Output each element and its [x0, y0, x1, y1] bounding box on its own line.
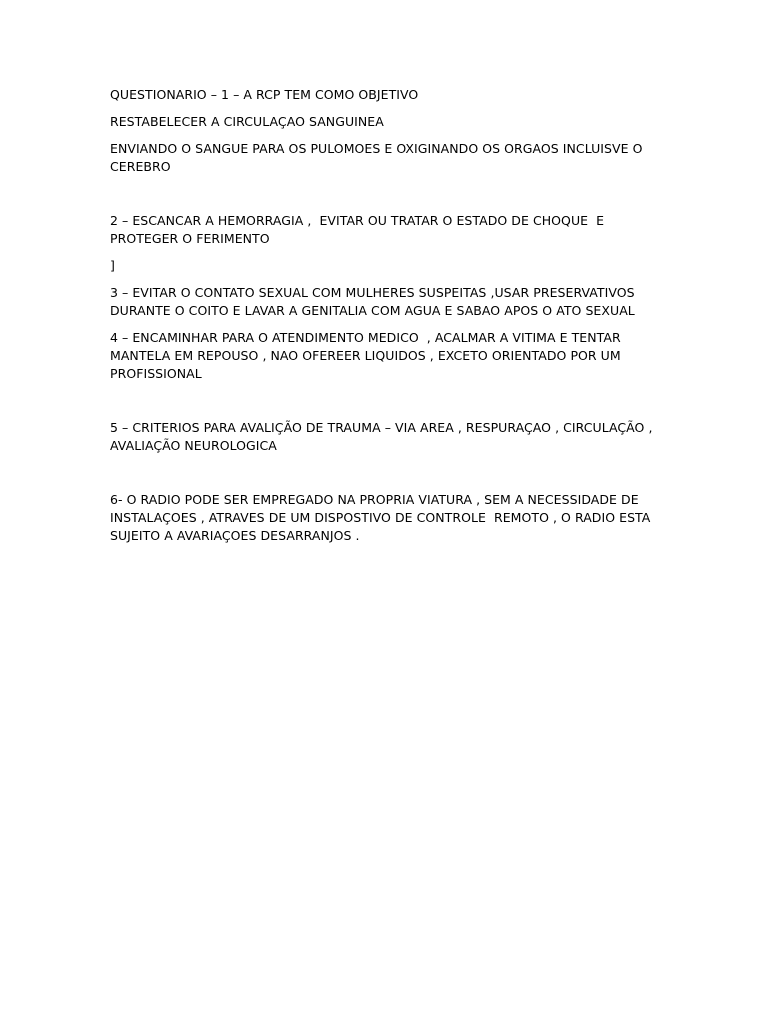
answer-3: 3 – EVITAR O CONTATO SEXUAL COM MULHERES SUSPEITAS ,USAR PRESERVATIVOS DURANTE O COITO E LAVAR A GENITALIA COM AGUA E SABAO APOS O ATO SEXUAL — [110, 285, 639, 318]
question-1-title: QUESTIONARIO – 1 – A RCP TEM COMO OBJETIVO — [110, 87, 419, 102]
answer-2: 2 – ESCANCAR A HEMORRAGIA , EVITAR OU TRATAR O ESTADO DE CHOQUE E PROTEGER O FERIMENTO — [110, 213, 609, 246]
answer-4: 4 – ENCAMINHAR PARA O ATENDIMENTO MEDICO , ACALMAR A VITIMA E TENTAR MANTELA EM REPOUSO , NAO OFEREER LIQUIDOS , EXCETO ORIENTADO POR UM PROFISSIONAL — [110, 330, 625, 381]
document-body — [110, 86, 658, 554]
paragraph-spacer — [110, 464, 658, 491]
answer-1-line-2: ENVIANDO O SANGUE PARA OS PULOMOES E OXIGINANDO OS ORGAOS INCLUISVE O CEREBRO — [110, 141, 647, 174]
paragraph-spacer — [110, 185, 658, 212]
answer-1-line-1: RESTABELECER A CIRCULAÇAO SANGUINEA — [110, 114, 384, 129]
answer-5: 5 – CRITERIOS PARA AVALIÇÃO DE TRAUMA – VIA AREA , RESPURAÇAO , CIRCULAÇÃO , AVALIAÇÃO NEUROLOGICA — [110, 420, 657, 453]
stray-bracket: ] — [110, 258, 115, 273]
paragraph-spacer — [110, 392, 658, 419]
answer-6: 6- O RADIO PODE SER EMPREGADO NA PROPRIA VIATURA , SEM A NECESSIDADE DE INSTALAÇOES , ATRAVES DE UM DISPOSTIVO DE CONTROLE REMOTO , O RADIO ESTA SUJEITO A AVARIAÇOES DESARRANJOS . — [110, 492, 655, 543]
